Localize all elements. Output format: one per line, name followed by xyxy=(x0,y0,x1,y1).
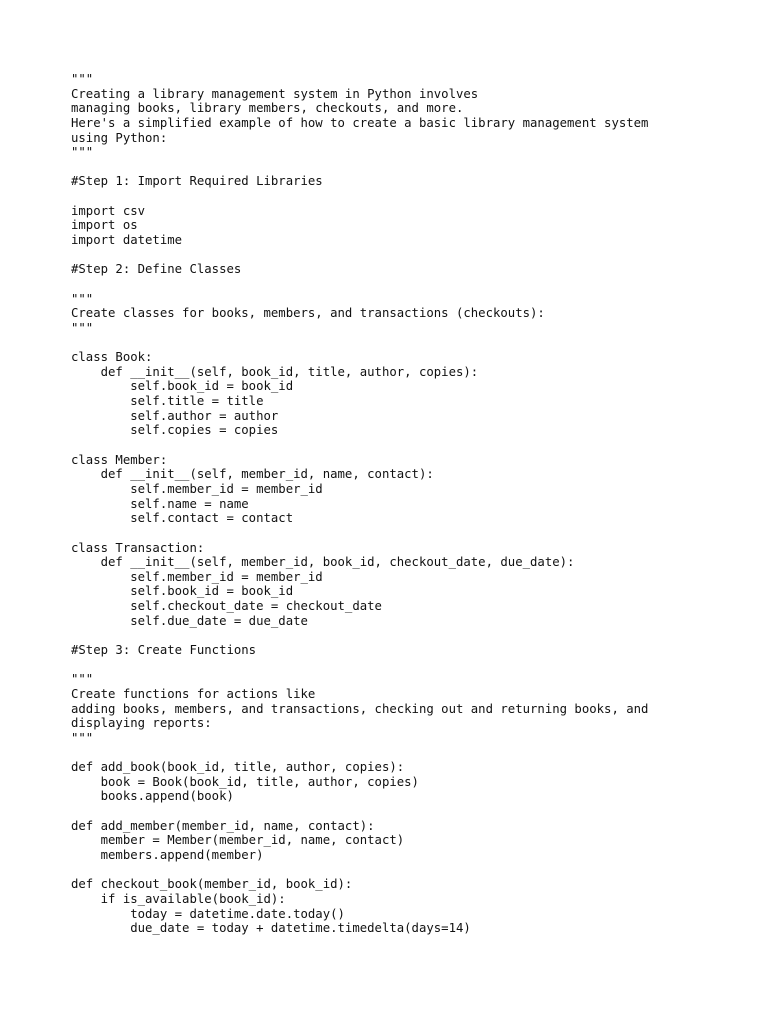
code-line: class Book: xyxy=(71,350,153,365)
code-line xyxy=(71,336,648,351)
code-line xyxy=(71,438,648,453)
code-line: """ xyxy=(71,291,94,306)
code-line: #Step 1: Import Required Libraries xyxy=(71,174,323,189)
code-line: import os xyxy=(71,218,138,233)
code-line: self.author = author xyxy=(71,408,279,423)
code-line: self.copies = copies xyxy=(71,423,279,438)
code-line: def add_member(member_id, name, contact): xyxy=(71,818,375,833)
code-line xyxy=(71,658,648,673)
code-line: today = datetime.date.today() xyxy=(71,906,345,921)
code-line xyxy=(71,745,648,760)
code-line: import datetime xyxy=(71,233,183,248)
code-line: """ xyxy=(71,320,94,335)
code-line: self.checkout_date = checkout_date xyxy=(71,599,382,614)
code-line: """ xyxy=(71,730,94,745)
code-line: self.name = name xyxy=(71,496,249,511)
code-line: due_date = today + datetime.timedelta(days=14) xyxy=(71,921,471,936)
code-line: self.book_id = book_id xyxy=(71,584,294,599)
code-line: book = Book(book_id, title, author, copies) xyxy=(71,774,419,789)
code-line xyxy=(71,189,648,204)
code-line: self.title = title xyxy=(71,394,264,409)
code-line xyxy=(71,863,648,878)
code-line: Create classes for books, members, and transactions (checkouts): xyxy=(71,306,545,321)
code-line: Create functions for actions like xyxy=(71,686,316,701)
code-line: class Transaction: xyxy=(71,540,205,555)
code-line: class Member: xyxy=(71,452,168,467)
code-line xyxy=(71,804,648,819)
code-line: self.book_id = book_id xyxy=(71,379,294,394)
code-line: import csv xyxy=(71,203,146,218)
code-line: self.member_id = member_id xyxy=(71,569,323,584)
code-line xyxy=(71,248,648,263)
code-line xyxy=(71,277,648,292)
code-line: #Step 3: Create Functions xyxy=(71,642,257,657)
code-line: def checkout_book(member_id, book_id): xyxy=(71,877,353,892)
code-line: Creating a library management system in Python involves xyxy=(71,86,479,101)
code-line: managing books, library members, checkouts, and more. xyxy=(71,101,464,116)
code-line: books.append(book) xyxy=(71,789,234,804)
code-line: members.append(member) xyxy=(71,847,264,862)
code-line xyxy=(71,628,648,643)
code-line: #Step 2: Define Classes xyxy=(71,262,242,277)
code-listing xyxy=(71,72,648,936)
code-line: def __init__(self, book_id, title, author, copies): xyxy=(71,364,479,379)
code-line: displaying reports: xyxy=(71,716,212,731)
code-line: def __init__(self, member_id, name, contact): xyxy=(71,467,434,482)
code-line: adding books, members, and transactions, checking out and returning books, and xyxy=(71,701,649,716)
code-line: """ xyxy=(71,145,94,160)
code-line xyxy=(71,160,648,175)
code-line: self.member_id = member_id xyxy=(71,481,323,496)
code-line: """ xyxy=(71,72,94,86)
code-line: Here's a simplified example of how to create a basic library management system xyxy=(71,115,649,130)
code-line xyxy=(71,526,648,541)
code-line: self.due_date = due_date xyxy=(71,613,308,628)
code-line: if is_available(book_id): xyxy=(71,891,286,906)
code-line: def __init__(self, member_id, book_id, checkout_date, due_date): xyxy=(71,555,575,570)
code-line: using Python: xyxy=(71,130,168,145)
code-line: self.contact = contact xyxy=(71,511,294,526)
code-line: """ xyxy=(71,672,94,687)
code-line: def add_book(book_id, title, author, copies): xyxy=(71,760,405,775)
code-line: member = Member(member_id, name, contact) xyxy=(71,833,405,848)
